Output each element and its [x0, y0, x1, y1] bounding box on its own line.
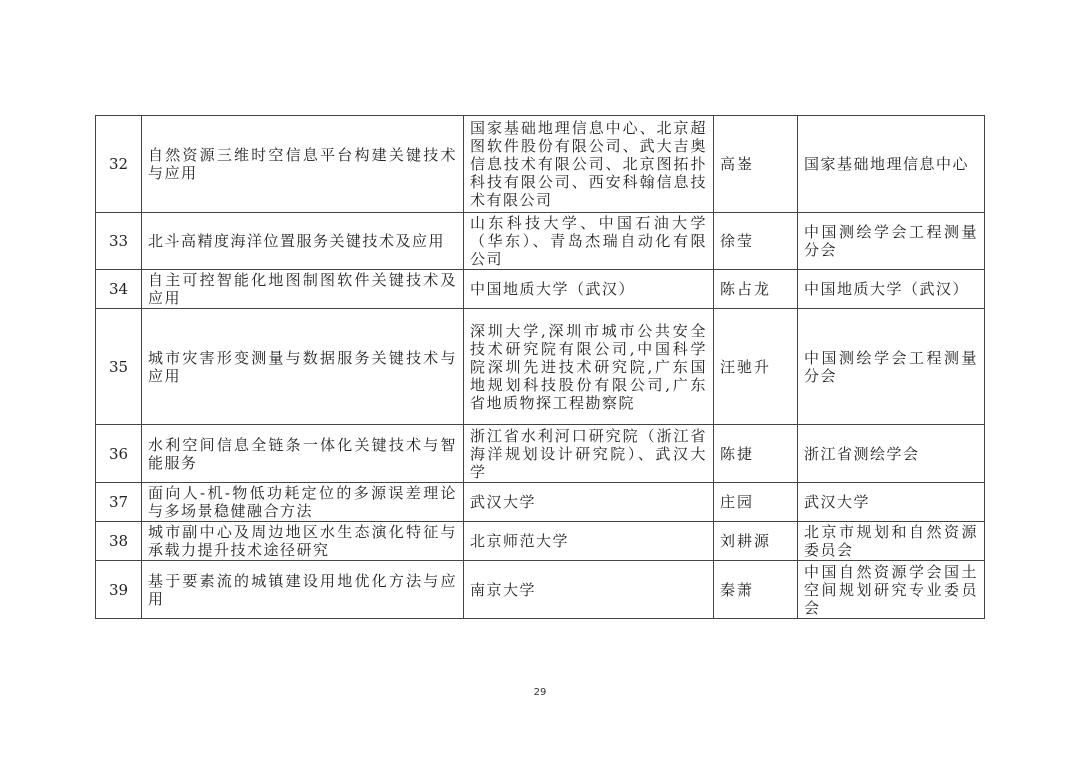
principal-person: 陈捷	[714, 425, 798, 483]
row-number: 35	[96, 309, 142, 425]
row-number: 36	[96, 425, 142, 483]
table-row	[96, 522, 985, 561]
completing-units: 国家基础地理信息中心、北京超图软件股份有限公司、武大吉奥信息技术有限公司、北京图拓扑科技有限公司、西安科翰信息技术有限公司	[464, 116, 714, 213]
nominating-unit: 中国自然资源学会国土空间规划研究专业委员会	[798, 561, 985, 619]
nominating-unit: 中国地质大学（武汉）	[798, 270, 985, 309]
completing-units: 深圳大学,深圳市城市公共安全技术研究院有限公司,中国科学院深圳先进技术研究院,广东国地规划科技股份有限公司,广东省地质物探工程勘察院	[464, 309, 714, 425]
completing-units: 北京师范大学	[464, 522, 714, 561]
nominating-unit: 中国测绘学会工程测量分会	[798, 309, 985, 425]
principal-person: 刘耕源	[714, 522, 798, 561]
completing-units: 浙江省水利河口研究院（浙江省海洋规划设计研究院）、武汉大学	[464, 425, 714, 483]
row-number: 38	[96, 522, 142, 561]
project-title: 基于要素流的城镇建设用地优化方法与应用	[142, 561, 464, 619]
nominating-unit: 北京市规划和自然资源委员会	[798, 522, 985, 561]
principal-person: 高崟	[714, 116, 798, 213]
row-number: 34	[96, 270, 142, 309]
project-title: 城市灾害形变测量与数据服务关键技术与应用	[142, 309, 464, 425]
principal-person: 庄园	[714, 483, 798, 522]
completing-units: 武汉大学	[464, 483, 714, 522]
project-title: 城市副中心及周边地区水生态演化特征与承载力提升技术途径研究	[142, 522, 464, 561]
table-row	[96, 425, 985, 483]
completing-units: 山东科技大学、中国石油大学（华东）、青岛杰瑞自动化有限公司	[464, 213, 714, 270]
nominating-unit: 国家基础地理信息中心	[798, 116, 985, 213]
row-number: 39	[96, 561, 142, 619]
principal-person: 秦萧	[714, 561, 798, 619]
table-row	[96, 270, 985, 309]
principal-person: 汪驰升	[714, 309, 798, 425]
nominating-unit: 中国测绘学会工程测量分会	[798, 213, 985, 270]
project-title: 自主可控智能化地图制图软件关键技术及应用	[142, 270, 464, 309]
completing-units: 南京大学	[464, 561, 714, 619]
project-title: 水利空间信息全链条一体化关键技术与智能服务	[142, 425, 464, 483]
principal-person: 陈占龙	[714, 270, 798, 309]
row-number: 32	[96, 116, 142, 213]
row-number: 33	[96, 213, 142, 270]
principal-person: 徐莹	[714, 213, 798, 270]
table-row	[96, 483, 985, 522]
table-row	[96, 561, 985, 619]
table-row	[96, 309, 985, 425]
awards-table	[95, 115, 985, 619]
project-title: 面向人-机-物低功耗定位的多源误差理论与多场景稳健融合方法	[142, 483, 464, 522]
table-row	[96, 116, 985, 213]
table-row	[96, 213, 985, 270]
page-number: 29	[533, 687, 547, 698]
nominating-unit: 武汉大学	[798, 483, 985, 522]
project-title: 自然资源三维时空信息平台构建关键技术与应用	[142, 116, 464, 213]
nominating-unit: 浙江省测绘学会	[798, 425, 985, 483]
row-number: 37	[96, 483, 142, 522]
completing-units: 中国地质大学（武汉）	[464, 270, 714, 309]
project-title: 北斗高精度海洋位置服务关键技术及应用	[142, 213, 464, 270]
